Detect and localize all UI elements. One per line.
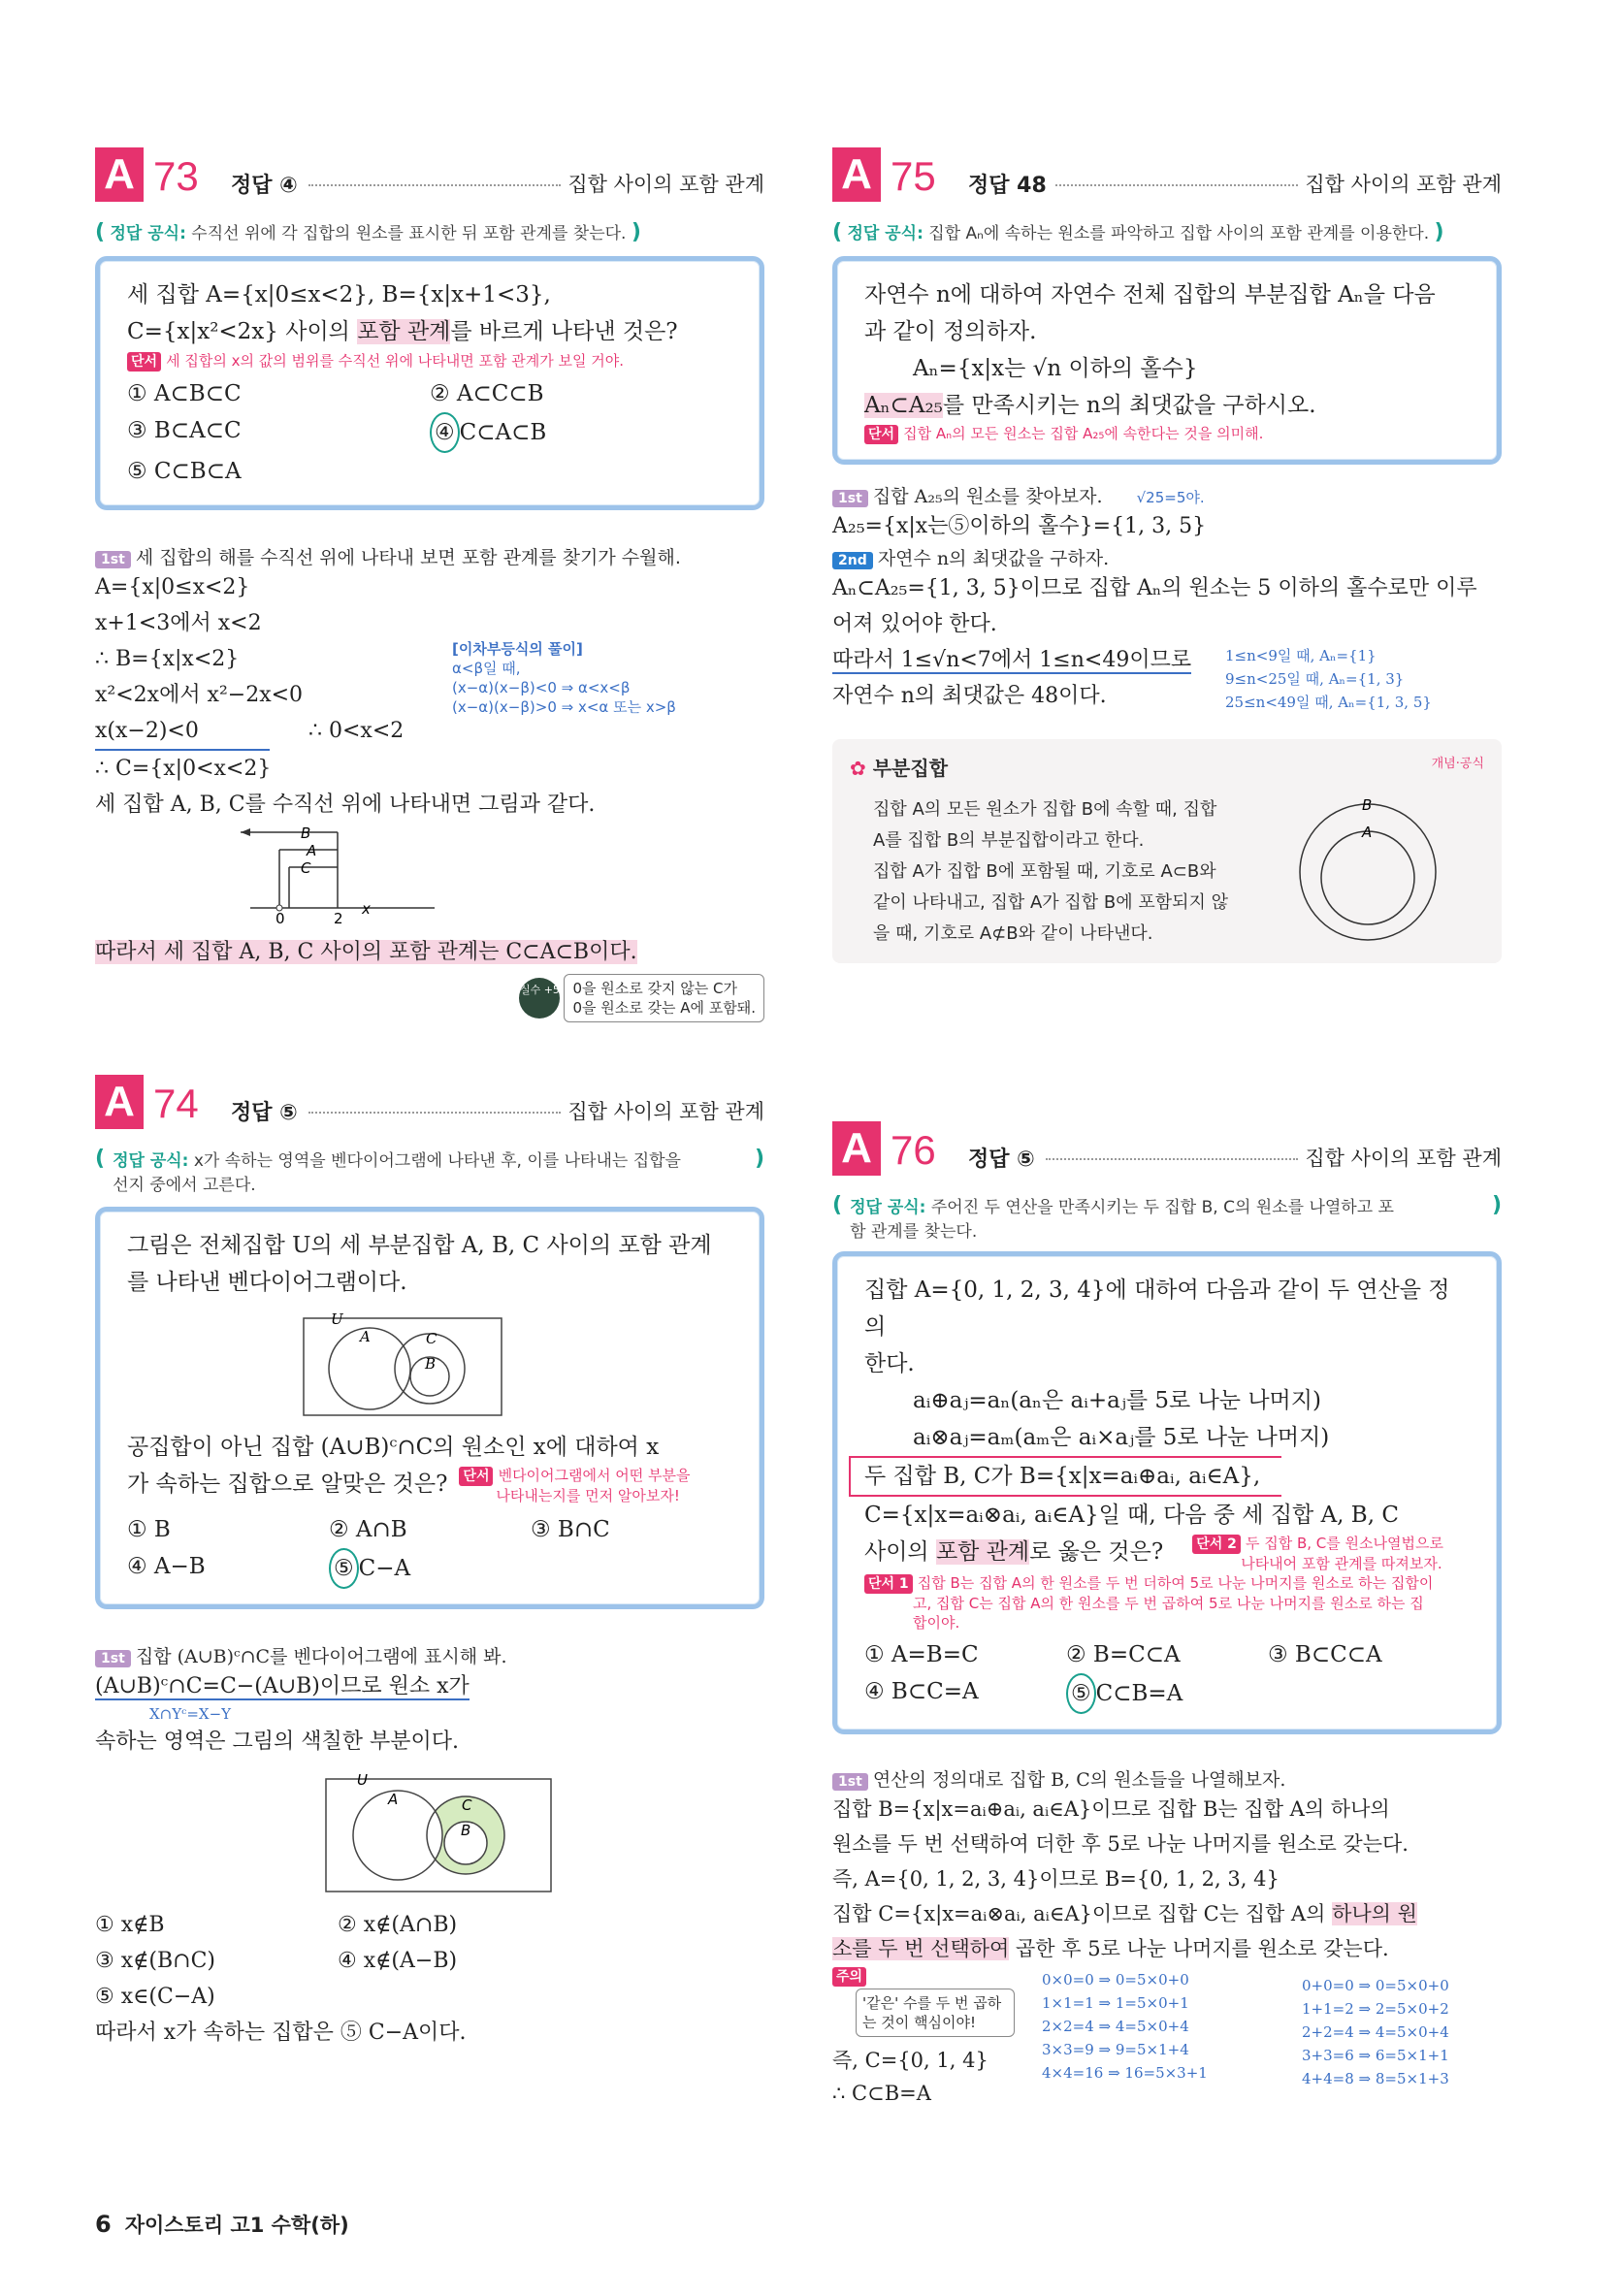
svg-text:A: A [307, 842, 317, 859]
question-line: C={x|x²<2x} 사이의 포함 관계를 바르게 나타낸 것은? [127, 319, 678, 344]
problem-number: 73 [153, 153, 199, 199]
problem-76 [832, 1121, 1502, 2112]
leader-dots [1055, 184, 1298, 186]
solution: 집합 B={x|x=aᵢ⊕aᵢ, aᵢ∈A}이므로 집합 B는 집합 A의 하나의 원소를 두 번 선택하여 더한 후 5로 나눈 나머지를 원소로 갖는다. 즉, A={0, 1, 2, 3, 4}이므로 B={0, 1, 2, 3, 4} 집합 C={x|x=aᵢ⊗aᵢ, aᵢ∈A}이므로 집합 C는 집합 A의 하나의 원 소를 두 번 선택하여 곱한 후 5로 나눈 나머지를 원소로 갖는다. [832, 1797, 1417, 1960]
question-box: 그림은 전체집합 U의 세 부분집합 A, B, C 사이의 포함 관계 를 나타낸 벤다이어그램이다. U A C B 공집합이 아닌 집합 (A∪B)ᶜ∩C의 원소인 x에 대하여 x 가 속하는 집합으로 알맞은 것은? 단서 벤다이어그램에서 어떤 부분을 나타내는지를 먼저 알아보자! ① B ② A∩B ③ B∩C ④ A−B ⑤ C−A [95, 1207, 764, 1609]
choice-5: ⑤ C⊂B⊂A [127, 459, 242, 484]
problem-number: 75 [891, 153, 936, 199]
level-badge: A [95, 147, 144, 202]
add-table: 0+0=0 ⇒ 0=5×0+0 1+1=2 ⇒ 2=5×0+2 2+2=4 ⇒ 4=5×0+4 3+3=6 ⇒ 6=5×1+1 4+4=8 ⇒ 8=5×1+3 [1302, 1977, 1449, 2087]
problem-74 [95, 1075, 764, 2051]
leader-dots [1046, 1158, 1298, 1160]
problem-header [95, 147, 764, 208]
svg-text:C: C [301, 859, 311, 877]
solution: A={x|0≤x<2} x+1<3에서 x<2 ∴ B={x|x<2} x²<2x에서 x²−2x<0 x(x−2)<0 ∴ 0<x<2 ∴ C={x|0<x<2} 세 집합 A, B, C를 수직선 위에 나타내면 그림과 같다. [이차부등식의 풀이] α<β일 때, (x−α)(x−β)<0 ⇒ α<x<β (x−α)(x−β)>0 ⇒ x<α 또는 x>β [95, 575, 676, 817]
venn-diagram-shaded [324, 1765, 557, 1901]
hint: 단서 벤다이어그램에서 어떤 부분을 나타내는지를 먼저 알아보자! [459, 1466, 690, 1505]
calc-area [832, 1966, 1502, 2112]
solution: (A∪B)ᶜ∩C=C−(A∪B)이므로 원소 x가 X∩Yᶜ=X−Y 속하는 영역은 그림의 색칠한 부분이다. [95, 1674, 470, 1754]
level-badge: A [832, 1121, 881, 1176]
mistake-note: 실수 +5 0을 원소로 갖지 않는 C가 0을 원소로 갖는 A에 포함돼. [95, 974, 764, 1022]
choices: ① A=B=C ② B=C⊂A ③ B⊂C⊂A ④ B⊂C=A ⑤ C⊂B=A [864, 1636, 1470, 1714]
topic-label: 집합 사이의 포함 관계 [567, 173, 764, 196]
side-note: 1≤n<9일 때, Aₙ={1} 9≤n<25일 때, Aₙ={1, 3} 25≤n<49일 때, Aₙ={1, 3, 5} [1225, 647, 1432, 711]
svg-text:C: C [462, 1796, 472, 1814]
answer-label: 정답 ⑤ [968, 1148, 1035, 1172]
svg-text:A: A [388, 1791, 399, 1808]
solution-step: 1st 연산의 정의대로 집합 B, C의 원소들을 나열해보자. [832, 1765, 1502, 1792]
leader-dots [308, 1112, 561, 1114]
venn-diagram [302, 1309, 505, 1423]
problem-75 [832, 147, 1502, 963]
svg-text:B: B [461, 1822, 471, 1839]
solution: Aₙ⊂A₂₅={1, 3, 5}이므로 집합 Aₙ의 원소는 5 이하의 홀수로만 이루 어져 있어야 한다. 따라서 1≤√n<7에서 1≤n<49이므로 자연수 n의 최댓값은 48이다. 1≤n<9일 때, Aₙ={1} 9≤n<25일 때, Aₙ={1, 3} 25≤n<49일 때, Aₙ={1, 3, 5} [832, 570, 1502, 714]
answer-formula: ( 정답 공식: x가 속하는 영역을 벤다이어그램에 나타낸 후, 이를 나타내는 집합을 선지 중에서 고른다. ) [95, 1147, 764, 1195]
answer-label: 정답 48 [968, 174, 1047, 198]
svg-text:0: 0 [275, 910, 285, 924]
level-badge: A [832, 147, 881, 202]
solution-options: ① x∉B ② x∉(A∩B) ③ x∉(B∩C) ④ x∉(A−B) ⑤ x∈(C−A) [95, 1913, 458, 2009]
choice-4: ④ C⊂A⊂B [430, 412, 732, 453]
answer-formula: ( 정답 공식: 집합 Aₙ에 속하는 원소를 파악하고 집합 사이의 포함 관계를 이용한다. ) [832, 220, 1444, 244]
leader-dots [308, 184, 561, 186]
problem-header [832, 147, 1502, 208]
question-box: 집합 A={0, 1, 2, 3, 4}에 대하여 다음과 같이 두 연산을 정의 한다. aᵢ⊕aⱼ=aₙ(aₙ은 aᵢ+aⱼ를 5로 나눈 나머지) aᵢ⊗aⱼ=aₘ(aₘ은 aᵢ×aⱼ를 5로 나눈 나머지) 두 집합 B, C가 B={x|x=aᵢ⊕aᵢ, aᵢ∈A}, C={x|x=aᵢ⊗aᵢ, aᵢ∈A}일 때, 다음 중 세 집합 A, B, C 사이의 포함 관계로 옳은 것은? 단서 2 두 집합 B, C를 원소나열법으로 나타내어 포함 관계를 따져보자. 단서 1 집합 B는 집합 A의 한 원소를 두 번 더하여 5로 나눈 나머지를 원소로 하는 집합이 고, 집합 C는 집합 A의 한 원소를 두 번 곱하여 5로 나눈 나머지를 원소로 하는 집 합이야. ① A=B=C ② B=C⊂A ③ B⊂C⊂A ④ B⊂C=A ⑤ C⊂B=A [832, 1251, 1502, 1734]
answer-label: 정답 ④ [231, 174, 298, 198]
choices [127, 375, 732, 490]
topic-label: 집합 사이의 포함 관계 [1305, 173, 1502, 196]
problem-header [832, 1121, 1502, 1181]
svg-text:B: B [425, 1355, 437, 1373]
conclusion: 따라서 x가 속하는 집합은 ⑤ C−A이다. [95, 2021, 467, 2045]
mistake-badge: 실수 +5 [519, 978, 560, 1019]
svg-text:x: x [362, 900, 371, 918]
svg-text:2: 2 [334, 910, 343, 924]
subset-diagram [1280, 794, 1445, 950]
problem-number: 76 [891, 1127, 936, 1173]
page-footer: 6 자이스토리 고1 수학(하) [95, 2211, 349, 2238]
condition-bracket: 두 집합 B, C가 B={x|x=aᵢ⊕aᵢ, aᵢ∈A}, [849, 1456, 1281, 1497]
hint-line: 단서 세 집합의 x의 값의 범위를 수직선 위에 나타내면 포함 관계가 보일 거야. [127, 350, 732, 372]
solution-line: A₂₅={x|x는⑤이하의 홀수}={1, 3, 5} [832, 514, 1207, 538]
number-line-figure [241, 823, 454, 924]
svg-text:A: A [360, 1328, 371, 1345]
problem-number: 74 [153, 1081, 199, 1126]
answer-formula: ( 정답 공식: 수직선 위에 각 집합의 원소를 표시한 뒤 포함 관계를 찾는다. ) [95, 220, 641, 244]
axis-label: B [301, 825, 311, 842]
conclusion: 따라서 세 집합 A, B, C 사이의 포함 관계는 C⊂A⊂B이다. [95, 940, 637, 964]
svg-text:A: A [1362, 824, 1373, 841]
caution-note: 주의 '같은' 수를 두 번 곱하 는 것이 핵심이야! [832, 1966, 1015, 2037]
choice-1: ① A⊂B⊂C [127, 381, 242, 406]
svg-text:B: B [1362, 796, 1373, 814]
hint-line: 단서 집합 Aₙ의 모든 원소는 집합 A₂₅에 속한다는 것을 의미해. [864, 424, 1470, 444]
solution-step: 1st 집합 A₂₅의 원소를 찾아보자. √25=5야. [832, 482, 1502, 508]
topic-label: 집합 사이의 포함 관계 [567, 1100, 764, 1123]
hint-1: 단서 1 집합 B는 집합 A의 한 원소를 두 번 더하여 5로 나눈 나머지를 원소로 하는 집합이 고, 집합 C는 집합 A의 한 원소를 두 번 곱하여 5로 나눈 나머지를 원소로 하는 집 합이야. [864, 1573, 1470, 1633]
solution-step: 1st 집합 (A∪B)ᶜ∩C를 벤다이어그램에 표시해 봐. [95, 1642, 764, 1668]
level-badge: A [95, 1075, 144, 1129]
concept-box: ✿ 부분집합 개념·공식 집합 A의 모든 원소가 집합 B에 속할 때, 집합 A를 집합 B의 부분집합이라고 한다. 집합 A가 집합 B에 포함될 때, 기호로 A⊂B와 같이 나타내고, 집합 A가 집합 B에 포함되지 않 을 때, 기호로 A⊄B와 같이 나타낸다. B A [832, 739, 1502, 963]
answer-label: 정답 ⑤ [231, 1101, 298, 1125]
note-quadratic: [이차부등식의 풀이] α<β일 때, (x−α)(x−β)<0 ⇒ α<x<β (x−α)(x−β)>0 ⇒ x<α 또는 x>β [452, 640, 676, 716]
svg-text:U: U [357, 1771, 368, 1789]
choice-3: ③ B⊂A⊂C [127, 418, 242, 443]
mult-table: 0×0=0 ⇒ 0=5×0+0 1×1=1 ⇒ 1=5×0+1 2×2=4 ⇒ 4=5×0+4 3×3=9 ⇒ 9=5×1+4 4×4=16 ⇒ 16=5×3+1 [1042, 1971, 1208, 2082]
question-box [95, 256, 764, 510]
choice-2: ② A⊂C⊂B [430, 381, 544, 406]
problem-header [95, 1075, 764, 1135]
svg-text:U: U [331, 1310, 343, 1328]
solution-step: 1st 세 집합의 해를 수직선 위에 나타내 보면 포함 관계를 찾기가 수월해. [95, 543, 764, 569]
topic-label: 집합 사이의 포함 관계 [1305, 1147, 1502, 1170]
question-line: 세 집합 A={x|0≤x<2}, B={x|x+1<3}, [127, 282, 551, 307]
choices: ① B ② A∩B ③ B∩C ④ A−B ⑤ C−A [127, 1511, 732, 1589]
answer-formula: ( 정답 공식: 주어진 두 연산을 만족시키는 두 집합 B, C의 원소를 나열하고 포 함 관계를 찾는다. ) [832, 1193, 1502, 1242]
final-lines: 즉, C={0, 1, 4} ∴ C⊂B=A [832, 2049, 988, 2105]
problem-73 [95, 147, 764, 1022]
svg-text:C: C [426, 1330, 437, 1347]
question-box: 자연수 n에 대하여 자연수 전체 집합의 부분집합 Aₙ을 다음 과 같이 정의하자. Aₙ={x|x는 √n 이하의 홀수} Aₙ⊂A₂₅를 만족시키는 n의 최댓값을 구하시오. 단서 집합 Aₙ의 모든 원소는 집합 A₂₅에 속한다는 것을 의미해. [832, 256, 1502, 465]
solution-step: 2nd 자연수 n의 최댓값을 구하자. [832, 544, 1502, 570]
